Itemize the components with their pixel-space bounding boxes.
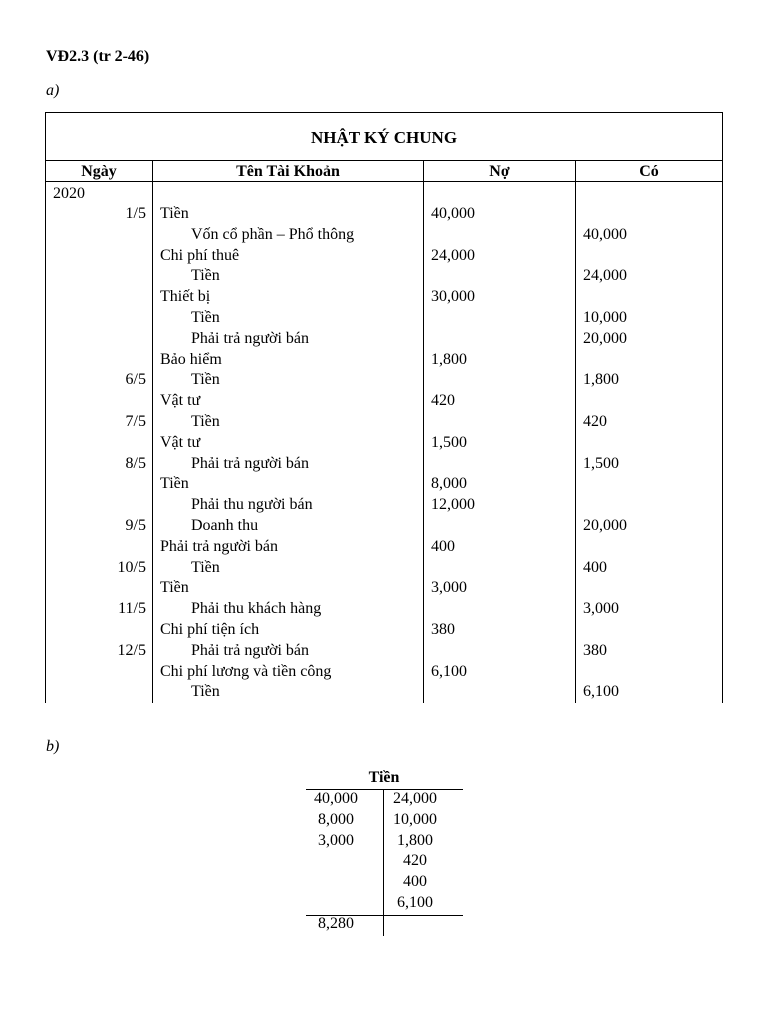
account-name: Tiền [191,267,220,285]
account-name: Tiền [191,413,220,430]
account-name: Phải trả người bán [160,537,278,555]
journal-row [46,641,722,661]
journal-row [46,662,722,682]
account-name: Tiền [191,558,220,576]
journal-row [46,225,722,245]
journal-row [46,308,722,328]
journal-row [46,454,722,474]
entry-date: 11/5 [118,600,146,618]
journal-year: 2020 [53,185,85,202]
account-name: Phải trả người bán [191,329,309,347]
section-a-label: a) [46,82,60,99]
account-name: Chi phí thuê [160,246,240,264]
account-name: Tiền [160,579,189,597]
journal-row [46,370,722,390]
journal-row [46,495,722,515]
account-name: Chi phí tiện ích [160,621,260,638]
credit-amount: 400 [583,558,607,576]
journal-row [46,620,722,640]
entry-date: 6/5 [125,371,146,389]
column-header-account: Tên Tài Khoản [236,163,340,180]
t-account-center-rule [383,789,384,936]
account-name: Tiền [160,205,189,222]
header-divider [46,181,722,182]
t-account-credit: 6,100 [397,894,433,911]
journal-row [46,287,722,307]
credit-amount: 420 [583,413,607,430]
debit-amount: 12,000 [431,496,475,514]
debit-amount: 420 [431,392,455,410]
t-account-credit: 420 [403,852,427,870]
credit-amount: 380 [583,641,607,659]
debit-amount: 400 [431,537,455,555]
credit-amount: 24,000 [583,267,627,285]
journal-row [46,599,722,619]
column-header-date: Ngày [81,163,117,180]
debit-amount: 40,000 [431,205,475,222]
entry-date: 10/5 [117,558,146,576]
journal-row [46,474,722,494]
account-name: Tiền [191,309,220,326]
journal-row [46,516,722,536]
debit-amount: 30,000 [431,288,475,306]
debit-amount: 3,000 [431,579,467,597]
account-name: Phải trả người bán [191,454,309,472]
column-header-debit: Nợ [489,163,510,180]
debit-amount: 6,100 [431,662,467,680]
journal-row [46,246,722,266]
entry-date: 8/5 [125,454,146,472]
credit-amount: 20,000 [583,517,627,534]
debit-amount: 24,000 [431,246,475,264]
t-account-credit: 24,000 [393,790,437,807]
account-name: Tiền [191,371,220,389]
t-account-debit: 8,000 [318,810,354,828]
journal-row [46,537,722,557]
journal-row [46,558,722,578]
general-journal-table [45,112,723,703]
account-name: Vốn cổ phần – Phổ thông [191,225,355,243]
debit-amount: 1,800 [431,350,467,368]
credit-amount: 1,500 [583,454,619,472]
account-name: Chi phí lương và tiền công [160,662,332,680]
t-account-credit: 10,000 [393,810,437,828]
credit-amount: 10,000 [583,309,627,326]
t-account-debit: 40,000 [314,790,358,807]
t-account-debit: 3,000 [318,831,354,849]
journal-row [46,578,722,598]
entry-date: 12/5 [117,641,146,659]
journal-row [46,266,722,286]
account-name: Thiết bị [160,288,211,306]
t-account-credit: 400 [403,873,427,891]
debit-amount: 380 [431,621,455,638]
account-name: Vật tư [160,433,201,451]
account-name: Phải trả người bán [191,641,309,659]
credit-amount: 1,800 [583,371,619,389]
t-account-credit: 1,800 [397,831,433,849]
journal-row [46,350,722,370]
credit-amount: 40,000 [583,225,627,243]
debit-amount: 1,500 [431,433,467,451]
title-divider [46,160,722,161]
account-name: Tiền [160,475,189,493]
journal-row [46,391,722,411]
t-account-balance: 8,280 [318,915,354,932]
account-name: Tiền [191,683,220,701]
credit-amount: 20,000 [583,329,627,347]
journal-row [46,204,722,224]
section-b-label: b) [46,738,60,755]
entry-date: 9/5 [125,517,146,534]
journal-title: NHẬT KÝ CHUNG [310,128,458,147]
t-account-title: Tiền [368,769,400,786]
journal-row [46,682,722,702]
exercise-heading: VĐ2.3 (tr 2-46) [46,48,150,65]
account-name: Doanh thu [191,517,259,534]
credit-amount: 3,000 [583,600,619,618]
entry-date: 7/5 [125,413,146,430]
debit-amount: 8,000 [431,475,467,493]
journal-row [46,329,722,349]
account-name: Phải thu khách hàng [191,600,322,618]
account-name: Bảo hiểm [160,350,222,368]
journal-row [46,433,722,453]
account-name: Phải thu người bán [191,496,313,514]
column-header-credit: Có [639,163,659,180]
account-name: Vật tư [160,392,201,410]
journal-row [46,412,722,432]
credit-amount: 6,100 [583,683,619,701]
entry-date: 1/5 [125,205,146,222]
